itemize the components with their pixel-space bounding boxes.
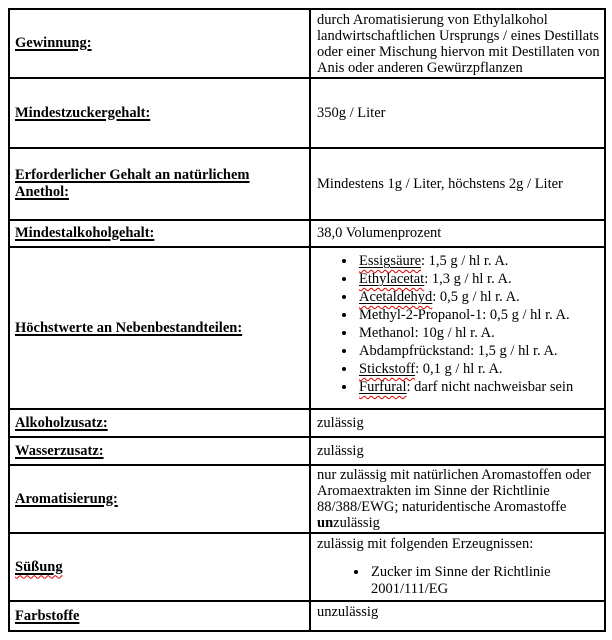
row-label: Farbstoffe — [15, 607, 80, 624]
row-value-cell — [310, 220, 605, 247]
row-label-cell — [9, 465, 310, 533]
table-row-wasserzusatz — [9, 437, 605, 465]
list-item: • Zucker im Sinne der Richtlinie 2001/111/EG — [369, 564, 602, 597]
row-label: Gewinnung: — [15, 35, 92, 51]
bold-fragment: un — [317, 515, 334, 531]
list-item: • Acetaldehyd: 0,5 g / hl r. A. — [357, 288, 602, 306]
value-line: nur zulässig mit natürlichen Aromastoffen oder — [317, 467, 591, 483]
row-label: Wasserzusatz: — [15, 442, 104, 459]
row-label: Alkoholzusatz: — [15, 414, 108, 431]
row-value: zulässig — [317, 414, 364, 431]
list-item: • Methyl-2-Propanol-1: 0,5 g / hl r. A. — [357, 306, 602, 324]
value-intro: zulässig mit folgenden Erzeugnissen: — [317, 536, 534, 552]
list-item: • Essigsäure: 1,5 g / hl r. A. — [357, 252, 602, 270]
misspelled-term: Essigsäure — [359, 253, 422, 269]
row-value: 38,0 Volumenprozent — [317, 225, 442, 241]
table-row-suessung — [9, 533, 605, 601]
table-row-farbstoffe — [9, 601, 605, 631]
row-label: Mindestalkoholgehalt: — [15, 225, 155, 241]
sweeteners-list — [317, 564, 602, 597]
row-label-cell — [9, 247, 310, 409]
row-label-cell — [9, 409, 310, 437]
row-label: Aromatisierung: — [15, 490, 118, 507]
term: Abdampfrückstand — [359, 343, 471, 359]
list-item: • Ethylacetat: 1,3 g / hl r. A. — [357, 270, 602, 288]
table-row-hoechstwerte — [9, 247, 605, 409]
table-row-anethol — [9, 148, 605, 220]
row-label-cell — [9, 9, 310, 78]
value-line: Aromaextrakten im Sinne der Richtlinie — [317, 483, 550, 499]
value-line: durch Aromatisierung von Ethylalkohol — [317, 12, 548, 28]
misspelled-term: Süßung — [15, 558, 63, 575]
value-line: Anis oder anderen Gewürzpflanzen — [317, 60, 523, 76]
list-item: • Abdampfrückstand: 1,5 g / hl r. A. — [357, 342, 602, 360]
value-line: oder einer Mischung hiervon mit Destillaten von — [317, 44, 600, 60]
row-value-cell — [310, 437, 605, 465]
row-value-cell — [310, 533, 605, 601]
term: Methyl-2-Propanol-1 — [359, 307, 483, 323]
row-value: 350g / Liter — [317, 104, 386, 121]
spec-table — [8, 8, 606, 632]
row-value-cell — [310, 409, 605, 437]
list-item: • Methanol: 10g / hl r. A. — [357, 324, 602, 342]
row-label: Mindestzuckergehalt: — [15, 104, 151, 121]
row-label-cell — [9, 220, 310, 247]
row-label-cell — [9, 148, 310, 220]
value-line: landwirtschaftlichen Ursprungs / eines Destillats — [317, 28, 599, 44]
row-label: Höchstwerte an Nebenbestandteilen: — [15, 319, 243, 336]
table-row-aromatisierung — [9, 465, 605, 533]
row-value: unzulässig — [317, 604, 379, 620]
row-label-cell — [9, 601, 310, 631]
row-label: Erforderlicher Gehalt an natürlichem Anethol: — [15, 167, 250, 200]
table-row-mindestzuckergehalt — [9, 78, 605, 148]
row-label-cell — [9, 78, 310, 148]
misspelled-term: Stickstoff — [359, 361, 416, 377]
table-row-alkoholzusatz — [9, 409, 605, 437]
row-value-cell — [310, 9, 605, 78]
misspelled-term: Acetaldehyd — [359, 289, 433, 305]
row-label-cell — [9, 533, 310, 601]
table-row-gewinnung — [9, 9, 605, 78]
row-value: Mindestens 1g / Liter, höchstens 2g / Liter — [317, 175, 563, 192]
value-line: unzulässig — [317, 515, 380, 531]
list-item: • Furfural: darf nicht nachweisbar sein — [357, 378, 602, 396]
row-value-cell — [310, 148, 605, 220]
row-value-cell — [310, 601, 605, 631]
list-item: • Stickstoff: 0,1 g / hl r. A. — [357, 360, 602, 378]
row-label — [15, 559, 63, 575]
row-label-cell — [9, 437, 310, 465]
row-value: zulässig — [317, 442, 364, 459]
additives-list — [317, 252, 602, 396]
value-line: 88/388/EWG; naturidentische Aromastoffe — [317, 499, 567, 515]
row-value-cell — [310, 247, 605, 409]
misspelled-term: Furfural — [359, 379, 407, 395]
row-value-cell — [310, 465, 605, 533]
term: Methanol — [359, 325, 415, 341]
table-row-mindestalkoholgehalt — [9, 220, 605, 247]
misspelled-term: Ethylacetat — [359, 271, 425, 287]
row-value-cell — [310, 78, 605, 148]
